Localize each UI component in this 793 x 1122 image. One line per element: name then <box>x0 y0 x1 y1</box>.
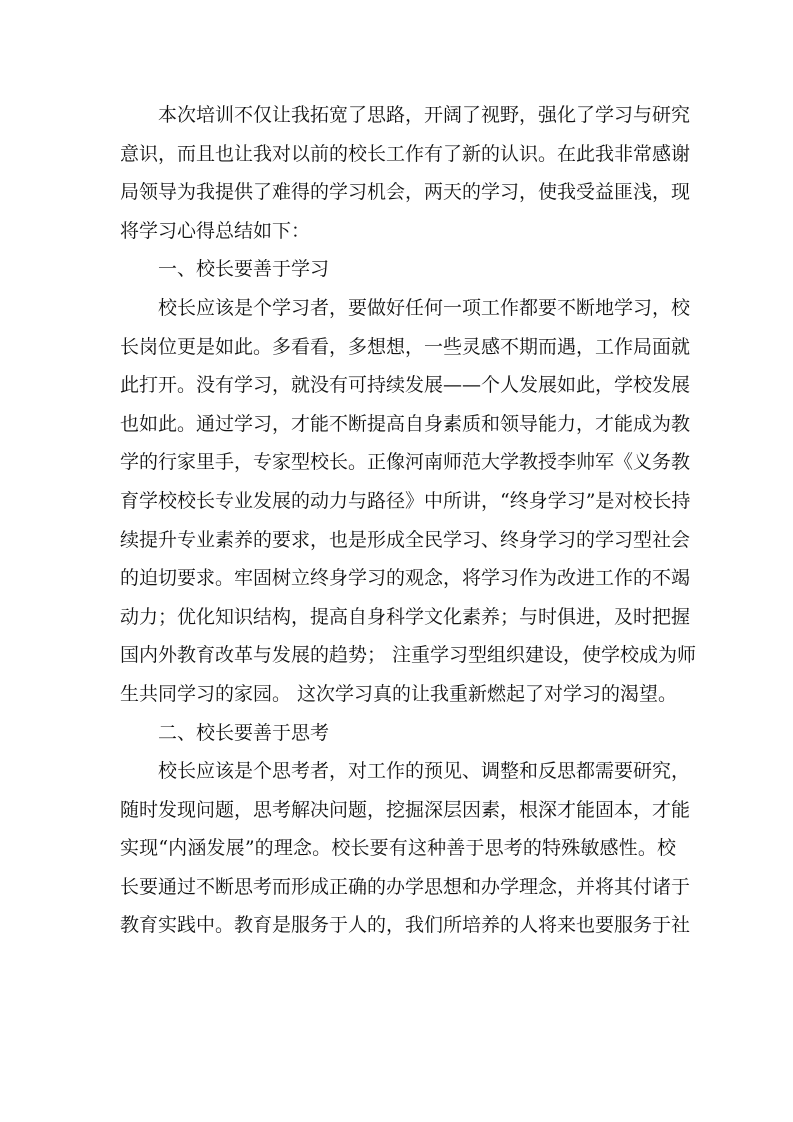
paragraph <box>120 752 691 945</box>
text-line: 国内外教育改革与发展的趋势； 注重学习型组织建设，使学校成为师 <box>120 644 697 667</box>
text-line: 意识，而且也让我对以前的校长工作有了新的认识。在此我非常感谢 <box>120 142 691 165</box>
text-line: 实现“内涵发展”的理念。校长要有这种善于思考的特殊敏感性。校 <box>120 837 676 860</box>
text-line: 教育实践中。教育是服务于人的，我们所培养的人将来也要服务于社 <box>120 914 691 937</box>
text-line: 校长应该是个学习者，要做好任何一项工作都要不断地学习，校 <box>158 296 691 319</box>
text-line: 的迫切要求。牢固树立终身学习的观念，将学习作为改进工作的不竭 <box>120 567 691 590</box>
text-line: 将学习心得总结如下： <box>120 219 311 242</box>
text-line: 育学校校长专业发展的动力与路径》中所讲，“终身学习”是对校长持 <box>120 489 691 512</box>
section-heading <box>120 250 676 289</box>
text-line: 校长应该是个思考者，对工作的预见、调整和反思都需要研究， <box>158 760 691 783</box>
document-body <box>120 96 697 945</box>
section-heading <box>120 714 676 753</box>
text-line: 动力；优化知识结构，提高自身科学文化素养；与时俱进，及时把握 <box>120 605 691 628</box>
paragraph <box>120 289 697 714</box>
text-line: 随时发现问题，思考解决问题，挖掘深层因素，根深才能固本，才能 <box>120 798 691 821</box>
text-line: 局领导为我提供了难得的学习机会，两天的学习，使我受益匪浅，现 <box>120 181 691 204</box>
heading-text: 一、校长要善于学习 <box>158 258 330 281</box>
text-line: 长要通过不断思考而形成正确的办学思想和办学理念，并将其付诸于 <box>120 875 691 898</box>
text-line: 本次培训不仅让我拓宽了思路，开阔了视野，强化了学习与研究 <box>158 104 691 126</box>
text-line: 也如此。通过学习，才能不断提高自身素质和领导能力，才能成为教 <box>120 412 691 435</box>
text-line: 生共同学习的家园。 这次学习真的让我重新燃起了对学习的渴望。 <box>120 682 678 705</box>
heading-text: 二、校长要善于思考 <box>158 721 330 744</box>
text-line: 长岗位更是如此。多看看，多想想，一些灵感不期而遇，工作局面就 <box>120 335 691 358</box>
text-line: 续提升专业素养的要求，也是形成全民学习、终身学习的学习型社会 <box>120 528 691 551</box>
text-line: 学的行家里手，专家型校长。正像河南师范大学教授李帅军《义务教 <box>120 451 691 474</box>
paragraph <box>120 96 691 250</box>
text-line: 此打开。没有学习，就没有可持续发展——个人发展如此，学校发展 <box>120 374 691 397</box>
